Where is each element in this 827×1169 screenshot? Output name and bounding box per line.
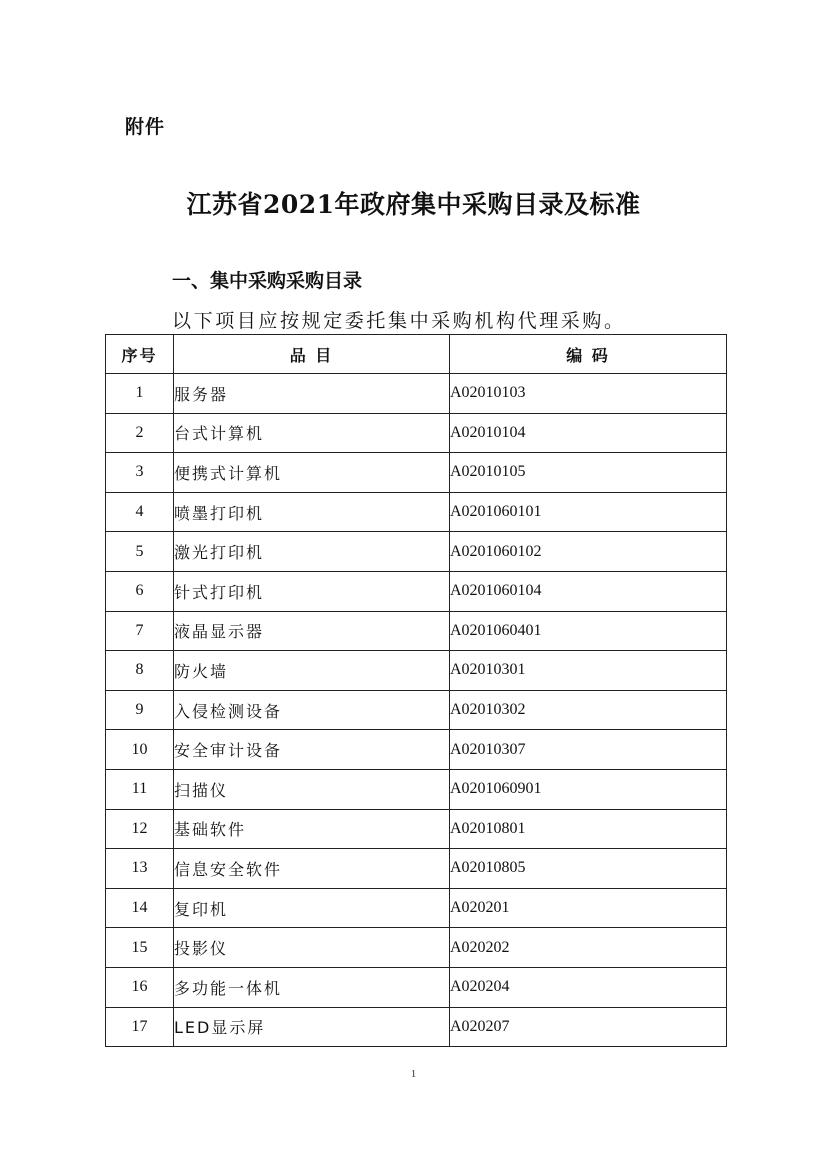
procurement-catalog-table <box>105 334 727 1047</box>
table-row <box>106 374 727 414</box>
table-row <box>106 571 727 611</box>
row-code: A0201060901 <box>450 769 727 809</box>
row-code: A020207 <box>450 1007 727 1047</box>
row-code: A02010105 <box>450 453 727 493</box>
row-serial-number: 6 <box>106 571 174 611</box>
row-code: A02010302 <box>450 690 727 730</box>
document-title: 江苏省2021年政府集中采购目录及标准 <box>186 190 641 219</box>
table-row <box>106 888 727 928</box>
row-serial-number: 1 <box>106 374 174 414</box>
table-row <box>106 532 727 572</box>
table-row <box>106 1007 727 1047</box>
table-row <box>106 849 727 889</box>
section-heading: 一、集中采购采购目录 <box>172 270 363 292</box>
row-item-name: 防火墙 <box>174 651 450 691</box>
row-code: A02010104 <box>450 413 727 453</box>
row-code: A02010301 <box>450 651 727 691</box>
row-serial-number: 11 <box>106 769 174 809</box>
row-code: A02010801 <box>450 809 727 849</box>
row-serial-number: 2 <box>106 413 174 453</box>
row-item-name: 入侵检测设备 <box>174 690 450 730</box>
table-row <box>106 730 727 770</box>
row-serial-number: 13 <box>106 849 174 889</box>
row-serial-number: 16 <box>106 967 174 1007</box>
table-row <box>106 413 727 453</box>
table-row <box>106 967 727 1007</box>
row-serial-number: 10 <box>106 730 174 770</box>
row-code: A02010103 <box>450 374 727 414</box>
row-item-name: 扫描仪 <box>174 769 450 809</box>
row-code: A020201 <box>450 888 727 928</box>
row-serial-number: 12 <box>106 809 174 849</box>
header-serial-number: 序号 <box>106 335 174 374</box>
row-item-name: 安全审计设备 <box>174 730 450 770</box>
row-serial-number: 7 <box>106 611 174 651</box>
row-serial-number: 14 <box>106 888 174 928</box>
table-row <box>106 928 727 968</box>
row-serial-number: 8 <box>106 651 174 691</box>
table-row <box>106 651 727 691</box>
row-item-name: 信息安全软件 <box>174 849 450 889</box>
row-item-name: 针式打印机 <box>174 571 450 611</box>
row-serial-number: 9 <box>106 690 174 730</box>
section-intro: 以下项目应按规定委托集中采购机构代理采购。 <box>172 310 626 332</box>
row-item-name: 台式计算机 <box>174 413 450 453</box>
row-code: A020204 <box>450 967 727 1007</box>
table-row <box>106 611 727 651</box>
row-code: A0201060401 <box>450 611 727 651</box>
row-serial-number: 3 <box>106 453 174 493</box>
table-header-row <box>106 335 727 374</box>
row-code: A0201060101 <box>450 492 727 532</box>
row-item-name: 复印机 <box>174 888 450 928</box>
table-row <box>106 769 727 809</box>
table-row <box>106 809 727 849</box>
table-row <box>106 690 727 730</box>
header-code: 编 码 <box>450 335 727 374</box>
row-code: A0201060104 <box>450 571 727 611</box>
row-item-name: 液晶显示器 <box>174 611 450 651</box>
row-item-name: 激光打印机 <box>174 532 450 572</box>
row-item-name: LED显示屏 <box>174 1007 450 1047</box>
row-serial-number: 4 <box>106 492 174 532</box>
row-code: A02010805 <box>450 849 727 889</box>
row-serial-number: 5 <box>106 532 174 572</box>
row-code: A020202 <box>450 928 727 968</box>
row-code: A0201060102 <box>450 532 727 572</box>
row-item-name: 服务器 <box>174 374 450 414</box>
row-item-name: 基础软件 <box>174 809 450 849</box>
row-serial-number: 17 <box>106 1007 174 1047</box>
row-item-name: 喷墨打印机 <box>174 492 450 532</box>
table-row <box>106 492 727 532</box>
row-item-name: 便携式计算机 <box>174 453 450 493</box>
row-item-name: 投影仪 <box>174 928 450 968</box>
table-row <box>106 453 727 493</box>
page-number: 1 <box>410 1068 417 1080</box>
row-code: A02010307 <box>450 730 727 770</box>
row-item-name: 多功能一体机 <box>174 967 450 1007</box>
row-serial-number: 15 <box>106 928 174 968</box>
table-body <box>106 374 727 1047</box>
header-item-name: 品 目 <box>174 335 450 374</box>
attachment-label: 附件 <box>125 116 166 138</box>
